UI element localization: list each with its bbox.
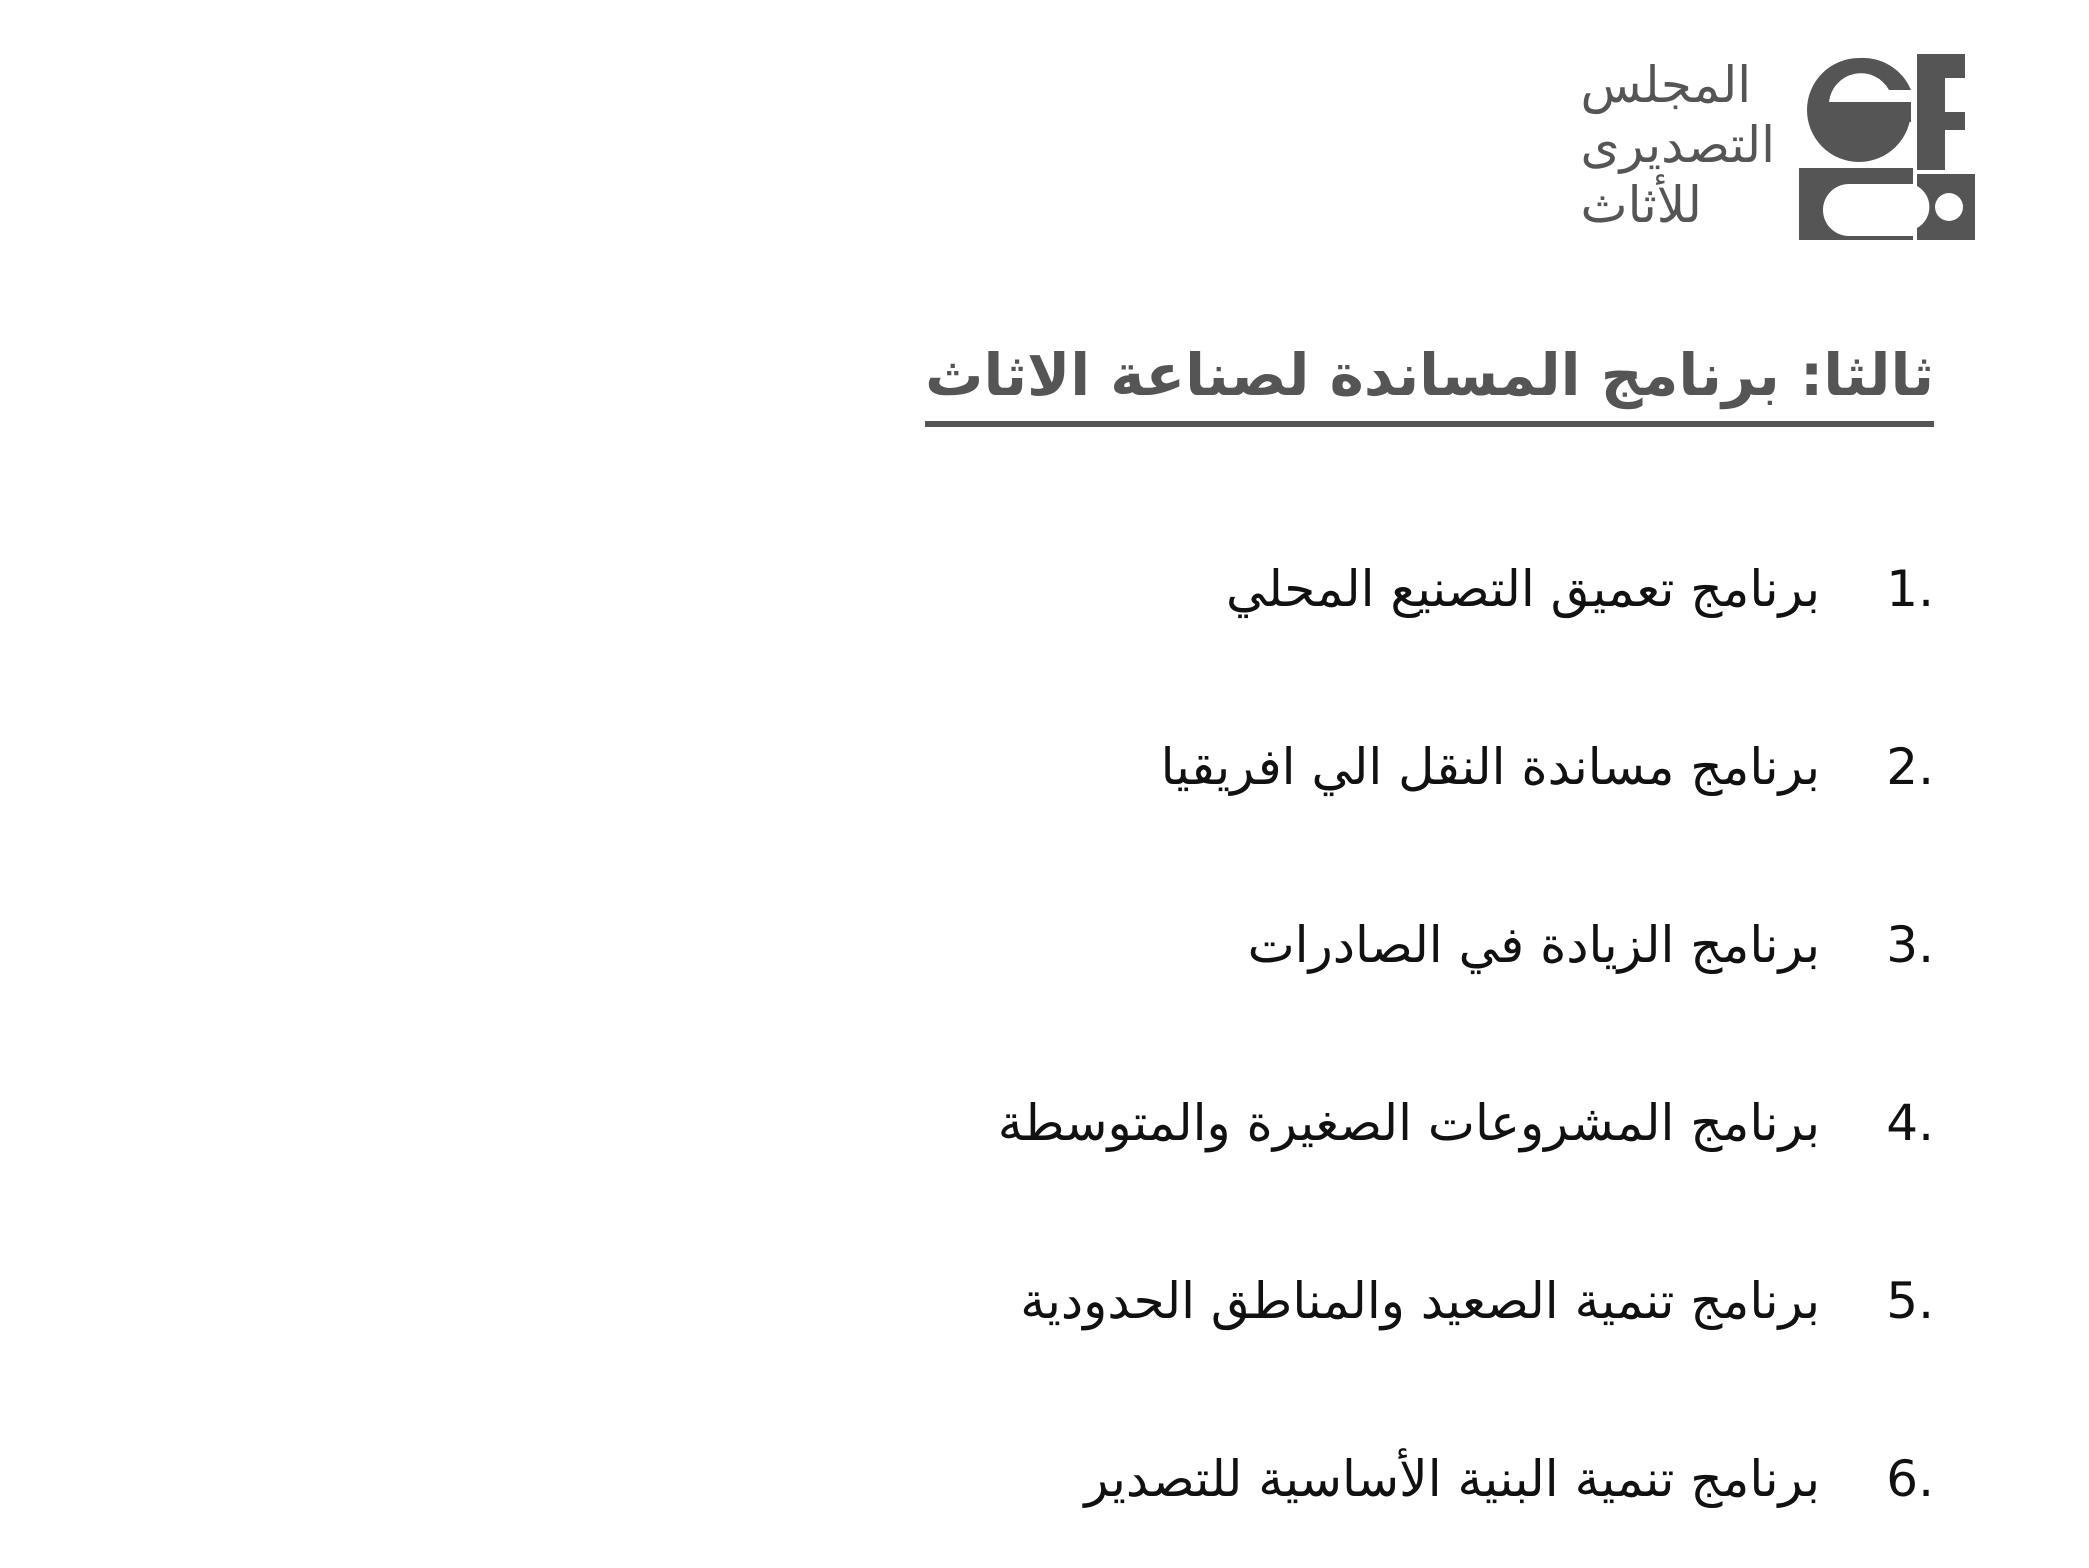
list-item [634, 500, 1934, 678]
logo-line-3: للأثاث [1580, 176, 1702, 234]
list-item-text: برنامج المشروعات الصغيرة والمتوسطة [997, 1094, 1820, 1152]
list-item-text: برنامج تعميق التصنيع المحلي [1225, 560, 1820, 618]
program-list [634, 500, 1934, 1568]
list-item [634, 1034, 1934, 1212]
list-item [634, 678, 1934, 856]
list-item [634, 1390, 1934, 1568]
section-heading: ثالثا: برنامج المساندة لصناعة الاثاث [925, 335, 1934, 427]
list-item-text: برنامج الزيادة في الصادرات [1247, 916, 1820, 974]
list-item [634, 1212, 1934, 1390]
list-item-number: 1. [1886, 560, 1934, 618]
list-item-number: 2. [1886, 738, 1934, 796]
list-item-text: برنامج مساندة النقل الي افريقيا [1160, 738, 1820, 796]
logo-line-2: التصديرى [1580, 116, 1775, 174]
list-item-text: برنامج تنمية الصعيد والمناطق الحدودية [1020, 1272, 1820, 1330]
logo-text [1581, 55, 1775, 235]
logo-mark-icon [1789, 50, 1979, 240]
council-logo [1581, 50, 1979, 240]
list-item-number: 4. [1886, 1094, 1934, 1152]
logo-line-1: المجلس [1580, 56, 1752, 114]
list-item-text: برنامج تنمية البنية الأساسية للتصدير [1084, 1450, 1820, 1508]
list-item-number: 3. [1886, 916, 1934, 974]
list-item-number: 6. [1886, 1450, 1934, 1508]
list-item [634, 856, 1934, 1034]
list-item-number: 5. [1886, 1272, 1934, 1330]
